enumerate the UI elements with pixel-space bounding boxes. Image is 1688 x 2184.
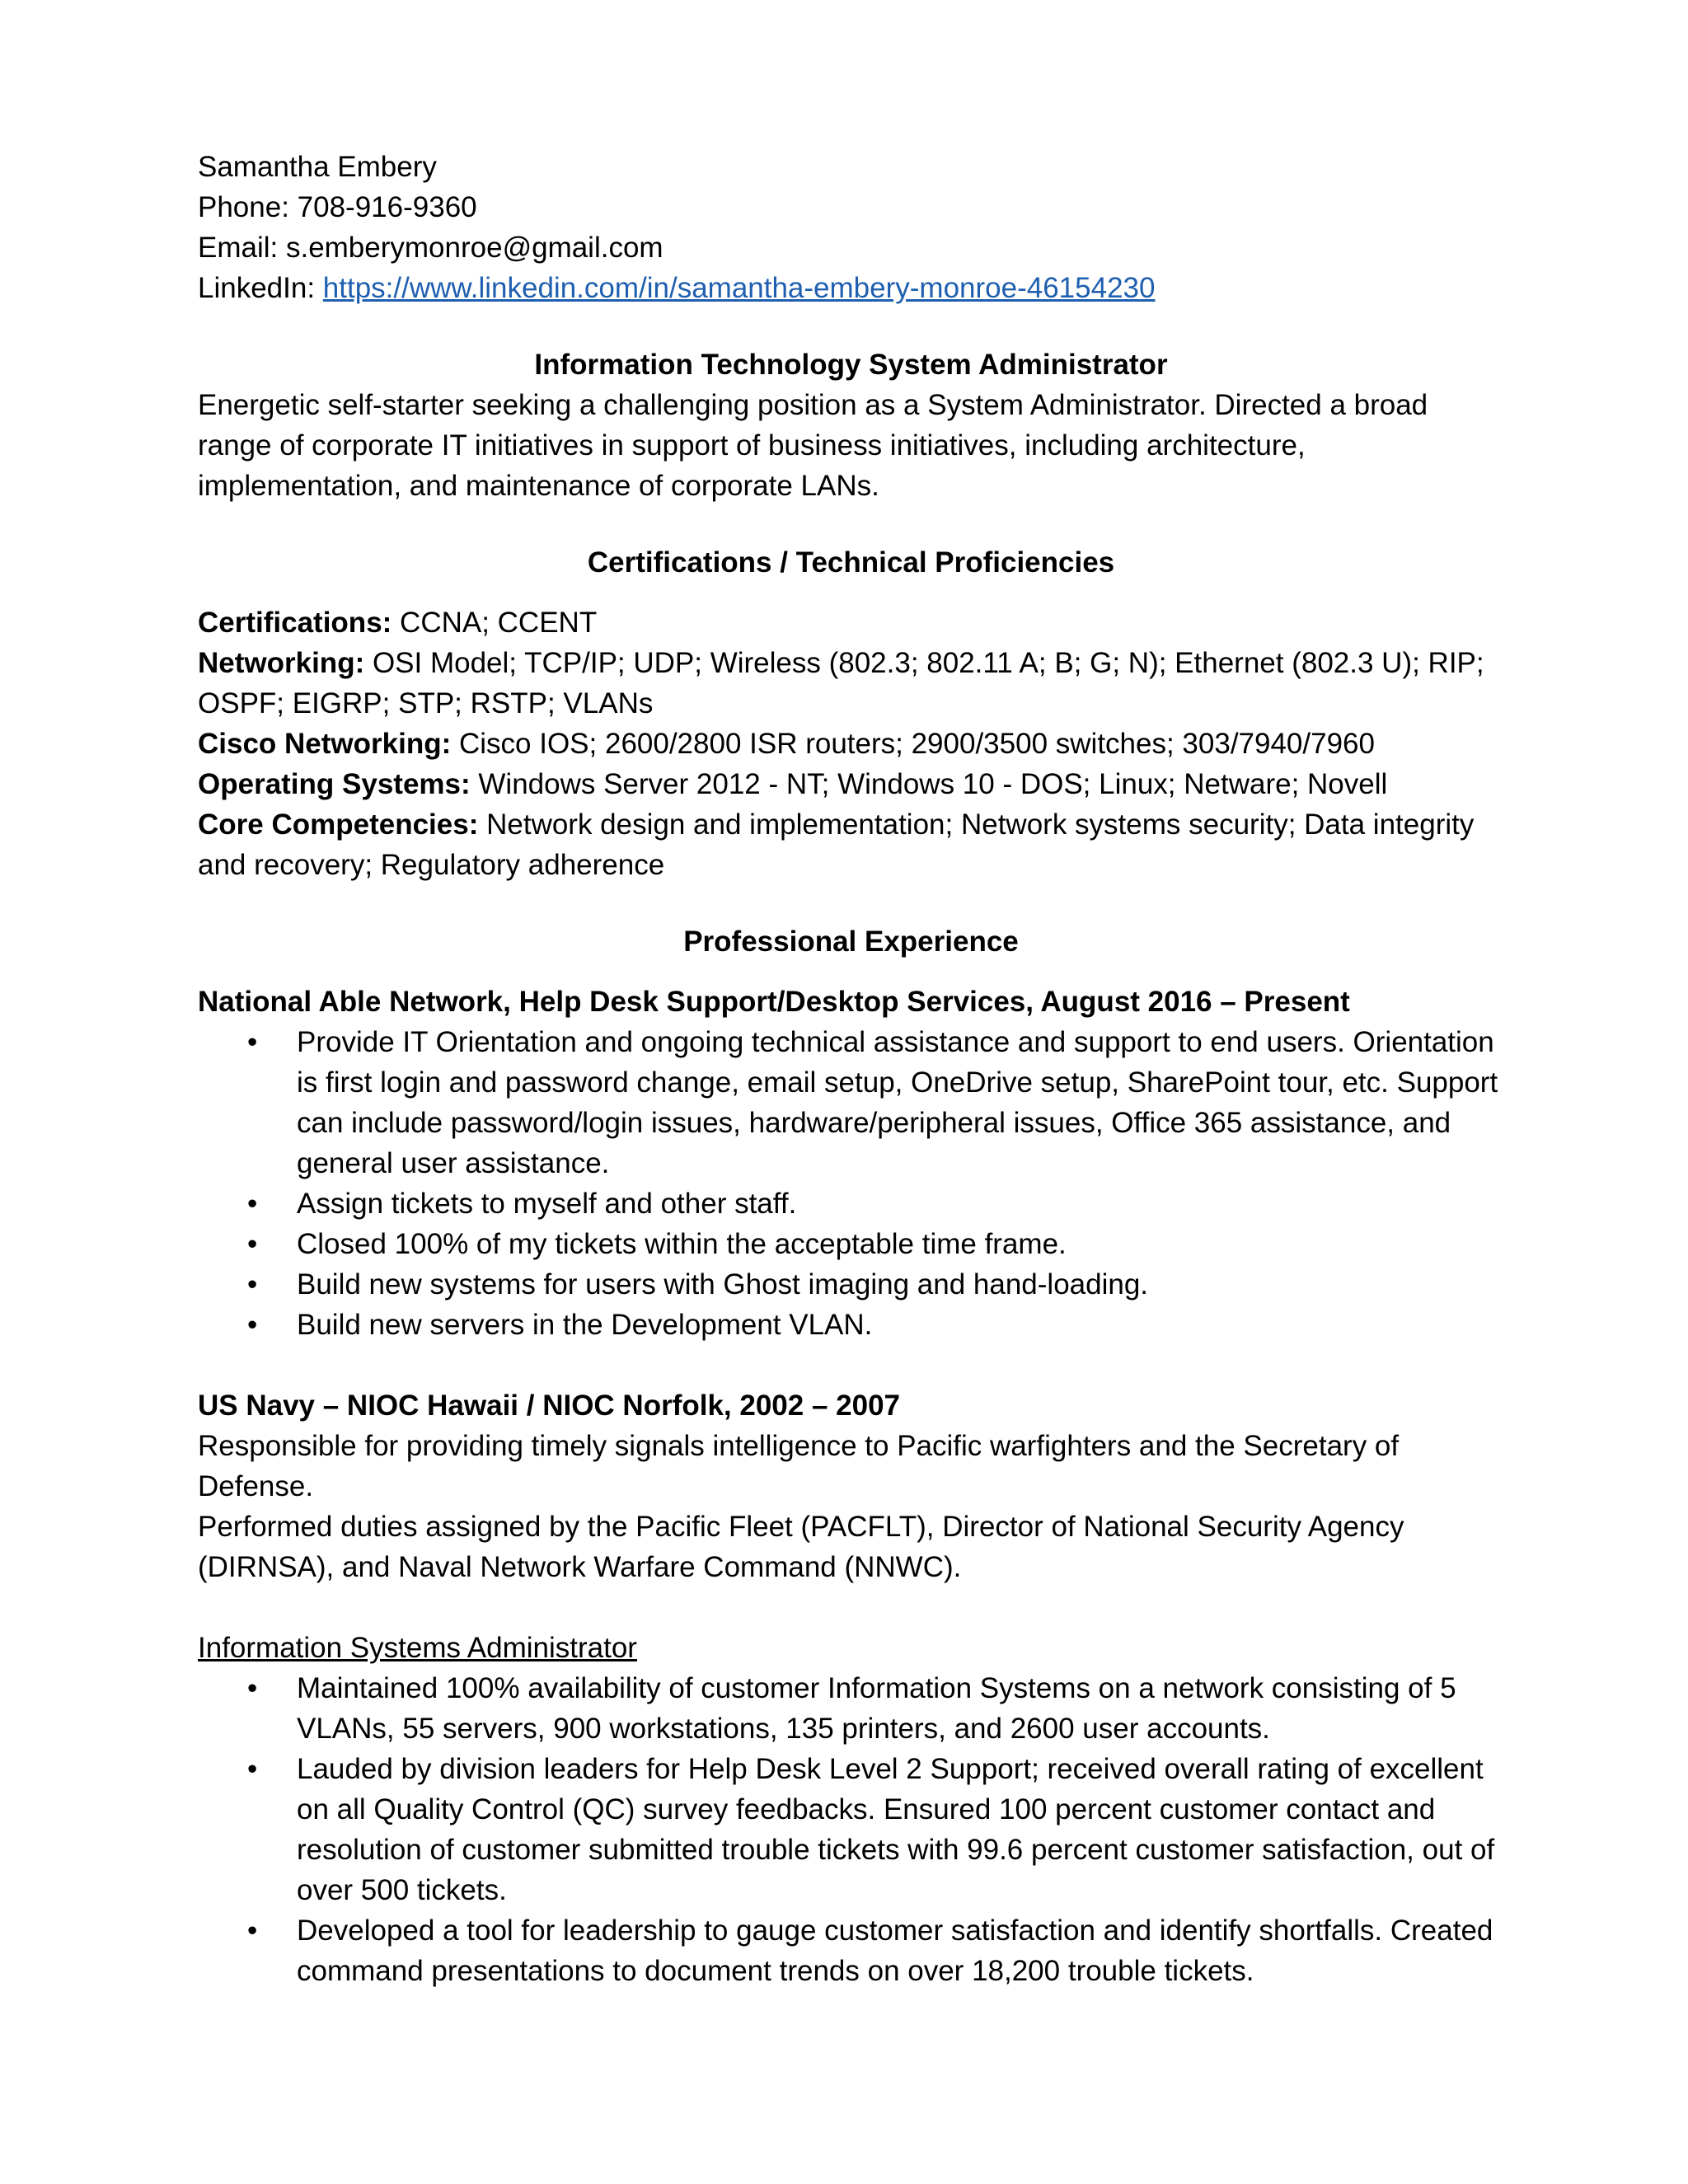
- list-item: [198, 1305, 1504, 1345]
- bullet-icon: •: [247, 1268, 258, 1301]
- cert-value: Windows Server 2012 - NT; Windows 10 - DOS; Linux; Netware; Novell: [470, 768, 1388, 800]
- list-item: [198, 1668, 1504, 1749]
- list-item: [198, 1264, 1504, 1305]
- summary-heading: Information Technology System Administrator: [534, 349, 1168, 381]
- linkedin-label: LinkedIn:: [198, 272, 316, 304]
- job-description: Responsible for providing timely signals intelligence to Pacific warfighters and the Secretary of Defense.: [198, 1430, 1400, 1502]
- bullet-text: Lauded by division leaders for Help Desk Level 2 Support; received overall rating of excellent on all Quality Control (QC) survey feedbacks. Ensured 100 percent customer contact and resolution of customer submitted trouble tickets with 99.6 percent customer satisfaction, out of over 500 tickets.: [297, 1753, 1495, 1906]
- bullet-text: Maintained 100% availability of customer Information Systems on a network consisting of 5 VLANs, 55 servers, 900 workstations, 135 printers, and 2600 user accounts.: [297, 1672, 1456, 1745]
- experience-heading: Professional Experience: [683, 926, 1019, 958]
- bullet-icon: •: [247, 1753, 258, 1785]
- cert-label: Networking:: [198, 647, 365, 679]
- job-title: National Able Network, Help Desk Support/Desktop Services, August 2016 – Present: [198, 986, 1350, 1018]
- list-item: [198, 1183, 1504, 1224]
- cert-value: OSI Model; TCP/IP; UDP; Wireless (802.3; 802.11 A; B; G; N); Ethernet (802.3 U); RIP; OSPF; EIGRP; STP; RSTP; VLANs: [198, 647, 1484, 719]
- cert-line-certifications: [198, 602, 1504, 643]
- bullet-icon: •: [247, 1188, 258, 1220]
- contact-name: Samantha Embery: [198, 151, 437, 183]
- bullet-icon: •: [247, 1026, 258, 1058]
- list-item: [198, 1022, 1504, 1183]
- summary-section: [198, 344, 1504, 506]
- cert-value: CCNA; CCENT: [392, 607, 598, 639]
- contact-block: [198, 147, 1504, 308]
- cert-label: Operating Systems:: [198, 768, 471, 800]
- cert-label: Cisco Networking:: [198, 728, 452, 760]
- cert-line-core: [198, 804, 1504, 885]
- list-item: [198, 1910, 1504, 1991]
- job-national-able: [198, 982, 1504, 1345]
- job-bullets: [198, 1022, 1504, 1345]
- cert-line-os: [198, 764, 1504, 804]
- job-us-navy: [198, 1385, 1504, 1991]
- certifications-section: [198, 542, 1504, 885]
- contact-linkedin: [198, 268, 1504, 308]
- contact-email: Email: s.emberymonroe@gmail.com: [198, 232, 663, 264]
- job-role: Information Systems Administrator: [198, 1632, 637, 1664]
- bullet-icon: •: [247, 1228, 258, 1260]
- cert-line-cisco: [198, 724, 1504, 764]
- cert-label: Certifications:: [198, 607, 392, 639]
- summary-text: Energetic self-starter seeking a challenging position as a System Administrator. Directed a broad range of corporate IT initiatives in support of business initiatives, including architecture, implementation, and maintenance of corporate LANs.: [198, 389, 1428, 502]
- bullet-text: Developed a tool for leadership to gauge customer satisfaction and identify shortfalls. Created command presentations to document trends on over 18,200 trouble tickets.: [297, 1915, 1493, 1987]
- bullet-text: Assign tickets to myself and other staff.: [297, 1188, 797, 1220]
- certifications-heading: Certifications / Technical Proficiencies: [587, 546, 1115, 579]
- cert-line-networking: [198, 643, 1504, 724]
- bullet-icon: •: [247, 1672, 258, 1704]
- bullet-text: Build new systems for users with Ghost imaging and hand-loading.: [297, 1268, 1149, 1301]
- bullet-icon: •: [247, 1915, 258, 1947]
- bullet-text: Provide IT Orientation and ongoing technical assistance and support to end users. Orientation is first login and password change, email setup, OneDrive setup, SharePoint tour, etc. Support can include password/login issues, hardware/peripheral issues, Office 365 assistance, and general user assistance.: [297, 1026, 1498, 1179]
- job-description: Performed duties assigned by the Pacific Fleet (PACFLT), Director of National Security Agency (DIRNSA), and Naval Network Warfare Command (NNWC).: [198, 1511, 1404, 1583]
- bullet-text: Closed 100% of my tickets within the acceptable time frame.: [297, 1228, 1067, 1260]
- bullet-text: Build new servers in the Development VLAN.: [297, 1309, 873, 1341]
- linkedin-link[interactable]: https://www.linkedin.com/in/samantha-embery-monroe-46154230: [322, 272, 1156, 304]
- bullet-icon: •: [247, 1309, 258, 1341]
- resume-content: [198, 147, 1504, 1991]
- cert-value: Cisco IOS; 2600/2800 ISR routers; 2900/3500 switches; 303/7940/7960: [451, 728, 1375, 760]
- cert-value: Network design and implementation; Network systems security; Data integrity and recovery; Regulatory adherence: [198, 808, 1475, 881]
- list-item: [198, 1749, 1504, 1910]
- list-item: [198, 1224, 1504, 1264]
- contact-phone: Phone: 708-916-9360: [198, 191, 477, 223]
- job-title: US Navy – NIOC Hawaii / NIOC Norfolk, 2002 – 2007: [198, 1390, 901, 1422]
- cert-label: Core Competencies:: [198, 808, 479, 841]
- job-bullets: [198, 1668, 1504, 1991]
- experience-section: [198, 921, 1504, 1991]
